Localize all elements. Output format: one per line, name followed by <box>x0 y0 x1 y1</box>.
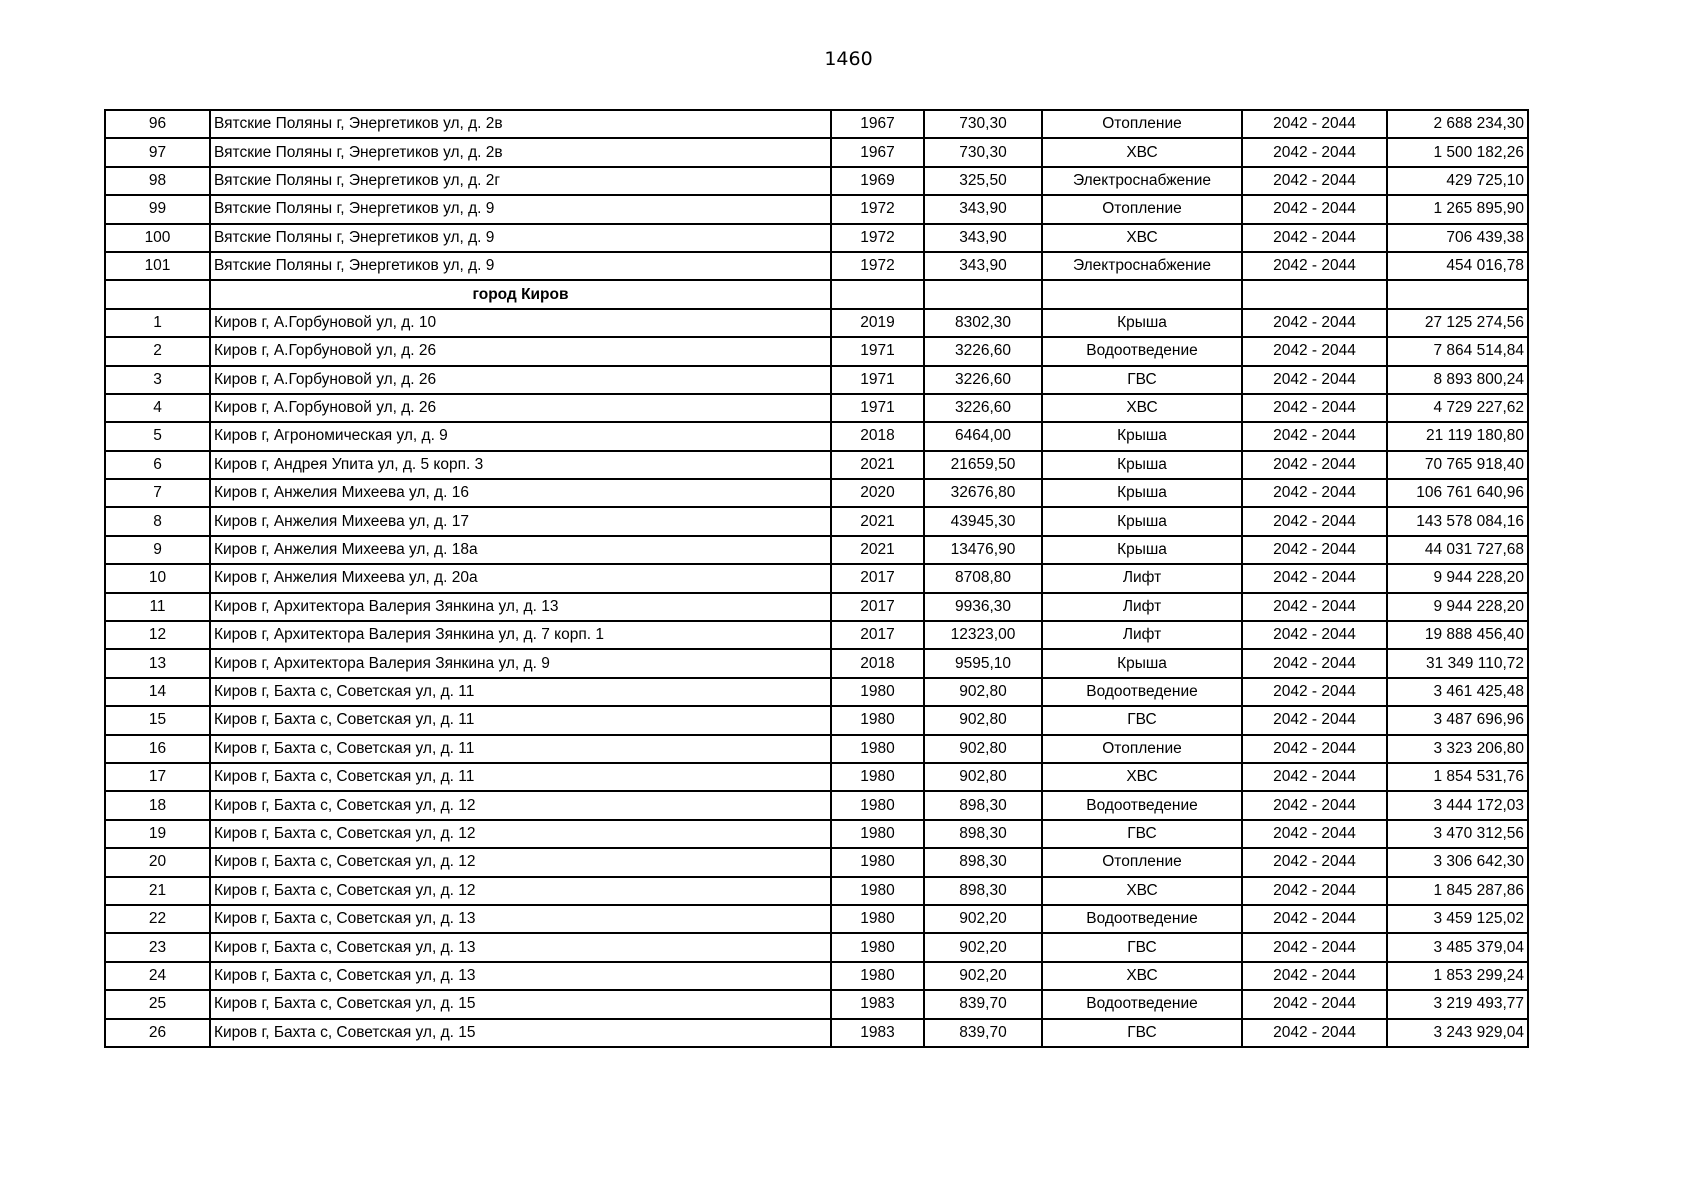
cost-cell: 44 031 727,68 <box>1387 536 1528 564</box>
period-cell: 2042 - 2044 <box>1242 451 1387 479</box>
table-row <box>105 848 1528 876</box>
section-title-cell: город Киров <box>210 280 831 308</box>
period-cell: 2042 - 2044 <box>1242 167 1387 195</box>
area-cell: 902,80 <box>924 678 1042 706</box>
cost-cell: 7 864 514,84 <box>1387 337 1528 365</box>
work-type-cell: Отопление <box>1042 848 1242 876</box>
row-number-cell: 1 <box>105 309 210 337</box>
row-number-cell: 8 <box>105 507 210 535</box>
address-cell: Киров г, Бахта с, Советская ул, д. 15 <box>210 990 831 1018</box>
period-cell: 2042 - 2044 <box>1242 905 1387 933</box>
area-cell: 343,90 <box>924 252 1042 280</box>
work-type-cell: Лифт <box>1042 621 1242 649</box>
period-cell: 2042 - 2044 <box>1242 848 1387 876</box>
area-cell: 902,80 <box>924 763 1042 791</box>
address-cell: Киров г, Бахта с, Советская ул, д. 15 <box>210 1019 831 1047</box>
cost-cell: 429 725,10 <box>1387 167 1528 195</box>
address-cell: Киров г, А.Горбуновой ул, д. 26 <box>210 366 831 394</box>
table-row <box>105 962 1528 990</box>
address-cell: Киров г, Архитектора Валерия Зянкина ул, д. 13 <box>210 593 831 621</box>
work-type-cell: Водоотведение <box>1042 990 1242 1018</box>
build-year-cell: 2017 <box>831 621 924 649</box>
build-year-cell: 1971 <box>831 394 924 422</box>
cost-cell: 1 500 182,26 <box>1387 138 1528 166</box>
area-cell: 902,20 <box>924 962 1042 990</box>
build-year-cell: 1980 <box>831 848 924 876</box>
address-cell: Киров г, Анжелия Михеева ул, д. 17 <box>210 507 831 535</box>
build-year-cell: 1983 <box>831 990 924 1018</box>
cost-cell: 2 688 234,30 <box>1387 110 1528 138</box>
work-type-cell: Отопление <box>1042 735 1242 763</box>
period-cell: 2042 - 2044 <box>1242 763 1387 791</box>
area-cell: 898,30 <box>924 791 1042 819</box>
table-row <box>105 990 1528 1018</box>
address-cell: Киров г, Бахта с, Советская ул, д. 13 <box>210 905 831 933</box>
row-number-cell: 101 <box>105 252 210 280</box>
period-cell: 2042 - 2044 <box>1242 110 1387 138</box>
build-year-cell: 1969 <box>831 167 924 195</box>
build-year-cell: 1971 <box>831 337 924 365</box>
address-cell: Киров г, Андрея Упита ул, д. 5 корп. 3 <box>210 451 831 479</box>
row-number-cell: 100 <box>105 224 210 252</box>
table-row <box>105 564 1528 592</box>
period-cell: 2042 - 2044 <box>1242 962 1387 990</box>
address-cell: Киров г, Бахта с, Советская ул, д. 11 <box>210 678 831 706</box>
row-number-cell: 19 <box>105 820 210 848</box>
row-number-cell: 14 <box>105 678 210 706</box>
row-number-cell: 4 <box>105 394 210 422</box>
address-cell: Вятские Поляны г, Энергетиков ул, д. 2в <box>210 110 831 138</box>
build-year-cell: 1980 <box>831 877 924 905</box>
area-cell: 730,30 <box>924 110 1042 138</box>
table-row <box>105 877 1528 905</box>
cost-cell <box>1387 280 1528 308</box>
area-cell: 839,70 <box>924 990 1042 1018</box>
address-cell: Вятские Поляны г, Энергетиков ул, д. 9 <box>210 224 831 252</box>
period-cell: 2042 - 2044 <box>1242 933 1387 961</box>
cost-cell: 1 853 299,24 <box>1387 962 1528 990</box>
row-number-cell: 9 <box>105 536 210 564</box>
cost-cell: 706 439,38 <box>1387 224 1528 252</box>
table-row <box>105 252 1528 280</box>
work-type-cell: Водоотведение <box>1042 678 1242 706</box>
table-row <box>105 195 1528 223</box>
table-row <box>105 110 1528 138</box>
address-cell: Киров г, Агрономическая ул, д. 9 <box>210 422 831 450</box>
work-type-cell: Водоотведение <box>1042 791 1242 819</box>
area-cell: 21659,50 <box>924 451 1042 479</box>
row-number-cell: 23 <box>105 933 210 961</box>
period-cell: 2042 - 2044 <box>1242 252 1387 280</box>
address-cell: Киров г, Бахта с, Советская ул, д. 12 <box>210 877 831 905</box>
table-row <box>105 933 1528 961</box>
area-cell: 898,30 <box>924 820 1042 848</box>
row-number-cell: 15 <box>105 706 210 734</box>
row-number-cell: 98 <box>105 167 210 195</box>
build-year-cell: 1983 <box>831 1019 924 1047</box>
cost-cell: 3 323 206,80 <box>1387 735 1528 763</box>
table-row <box>105 593 1528 621</box>
area-cell: 9595,10 <box>924 649 1042 677</box>
address-cell: Киров г, Анжелия Михеева ул, д. 18а <box>210 536 831 564</box>
table-row <box>105 820 1528 848</box>
address-cell: Киров г, Архитектора Валерия Зянкина ул, д. 7 корп. 1 <box>210 621 831 649</box>
address-cell: Киров г, Архитектора Валерия Зянкина ул, д. 9 <box>210 649 831 677</box>
area-cell: 9936,30 <box>924 593 1042 621</box>
address-cell: Киров г, Бахта с, Советская ул, д. 13 <box>210 962 831 990</box>
work-type-cell: Крыша <box>1042 451 1242 479</box>
build-year-cell: 2021 <box>831 451 924 479</box>
area-cell: 898,30 <box>924 877 1042 905</box>
row-number-cell: 16 <box>105 735 210 763</box>
period-cell: 2042 - 2044 <box>1242 394 1387 422</box>
build-year-cell: 2018 <box>831 649 924 677</box>
table-row <box>105 735 1528 763</box>
cost-cell: 19 888 456,40 <box>1387 621 1528 649</box>
work-type-cell: Крыша <box>1042 536 1242 564</box>
build-year-cell: 1980 <box>831 905 924 933</box>
build-year-cell: 1980 <box>831 763 924 791</box>
cost-cell: 21 119 180,80 <box>1387 422 1528 450</box>
area-cell: 13476,90 <box>924 536 1042 564</box>
table-row <box>105 678 1528 706</box>
work-type-cell: ГВС <box>1042 933 1242 961</box>
area-cell: 325,50 <box>924 167 1042 195</box>
address-cell: Киров г, Анжелия Михеева ул, д. 20а <box>210 564 831 592</box>
table-row <box>105 309 1528 337</box>
table-row <box>105 224 1528 252</box>
period-cell: 2042 - 2044 <box>1242 593 1387 621</box>
work-type-cell: ХВС <box>1042 224 1242 252</box>
cost-cell: 3 485 379,04 <box>1387 933 1528 961</box>
area-cell: 730,30 <box>924 138 1042 166</box>
table-row <box>105 706 1528 734</box>
area-cell <box>924 280 1042 308</box>
build-year-cell: 2017 <box>831 564 924 592</box>
table-row <box>105 366 1528 394</box>
cost-cell: 3 459 125,02 <box>1387 905 1528 933</box>
row-number-cell: 97 <box>105 138 210 166</box>
table-row <box>105 167 1528 195</box>
cost-cell: 70 765 918,40 <box>1387 451 1528 479</box>
build-year-cell: 1972 <box>831 252 924 280</box>
area-cell: 3226,60 <box>924 337 1042 365</box>
build-year-cell: 1980 <box>831 820 924 848</box>
build-year-cell: 2021 <box>831 507 924 535</box>
address-cell: Киров г, Анжелия Михеева ул, д. 16 <box>210 479 831 507</box>
table-row <box>105 337 1528 365</box>
build-year-cell: 2019 <box>831 309 924 337</box>
work-type-cell: ГВС <box>1042 1019 1242 1047</box>
row-number-cell: 13 <box>105 649 210 677</box>
build-year-cell: 2018 <box>831 422 924 450</box>
build-year-cell: 2021 <box>831 536 924 564</box>
row-number-cell: 12 <box>105 621 210 649</box>
period-cell: 2042 - 2044 <box>1242 990 1387 1018</box>
row-number-cell: 96 <box>105 110 210 138</box>
cost-cell: 1 854 531,76 <box>1387 763 1528 791</box>
row-number-cell: 5 <box>105 422 210 450</box>
row-number-cell <box>105 280 210 308</box>
cost-cell: 9 944 228,20 <box>1387 593 1528 621</box>
row-number-cell: 22 <box>105 905 210 933</box>
period-cell: 2042 - 2044 <box>1242 621 1387 649</box>
work-type-cell: Отопление <box>1042 195 1242 223</box>
build-year-cell: 1980 <box>831 962 924 990</box>
period-cell: 2042 - 2044 <box>1242 706 1387 734</box>
work-type-cell: Водоотведение <box>1042 905 1242 933</box>
build-year-cell: 1980 <box>831 678 924 706</box>
period-cell: 2042 - 2044 <box>1242 649 1387 677</box>
repair-schedule-table <box>104 109 1529 1048</box>
build-year-cell: 2020 <box>831 479 924 507</box>
period-cell: 2042 - 2044 <box>1242 366 1387 394</box>
row-number-cell: 99 <box>105 195 210 223</box>
period-cell: 2042 - 2044 <box>1242 536 1387 564</box>
page-number: 1460 <box>824 48 873 70</box>
work-type-cell: Крыша <box>1042 479 1242 507</box>
period-cell: 2042 - 2044 <box>1242 337 1387 365</box>
work-type-cell: Крыша <box>1042 507 1242 535</box>
area-cell: 902,20 <box>924 905 1042 933</box>
cost-cell: 454 016,78 <box>1387 252 1528 280</box>
area-cell: 3226,60 <box>924 394 1042 422</box>
row-number-cell: 24 <box>105 962 210 990</box>
cost-cell: 31 349 110,72 <box>1387 649 1528 677</box>
cost-cell: 3 219 493,77 <box>1387 990 1528 1018</box>
table-row <box>105 763 1528 791</box>
work-type-cell: Водоотведение <box>1042 337 1242 365</box>
period-cell: 2042 - 2044 <box>1242 564 1387 592</box>
cost-cell: 1 845 287,86 <box>1387 877 1528 905</box>
period-cell: 2042 - 2044 <box>1242 224 1387 252</box>
cost-cell: 143 578 084,16 <box>1387 507 1528 535</box>
table-row <box>105 791 1528 819</box>
work-type-cell: ХВС <box>1042 877 1242 905</box>
work-type-cell: Лифт <box>1042 564 1242 592</box>
period-cell: 2042 - 2044 <box>1242 479 1387 507</box>
area-cell: 839,70 <box>924 1019 1042 1047</box>
table-row <box>105 1019 1528 1047</box>
table-row <box>105 394 1528 422</box>
work-type-cell <box>1042 280 1242 308</box>
row-number-cell: 7 <box>105 479 210 507</box>
area-cell: 8302,30 <box>924 309 1042 337</box>
row-number-cell: 17 <box>105 763 210 791</box>
cost-cell: 1 265 895,90 <box>1387 195 1528 223</box>
work-type-cell: ГВС <box>1042 366 1242 394</box>
table-row <box>105 422 1528 450</box>
cost-cell: 4 729 227,62 <box>1387 394 1528 422</box>
address-cell: Киров г, Бахта с, Советская ул, д. 11 <box>210 706 831 734</box>
table-row <box>105 451 1528 479</box>
section-header-row <box>105 280 1528 308</box>
period-cell: 2042 - 2044 <box>1242 138 1387 166</box>
cost-cell: 27 125 274,56 <box>1387 309 1528 337</box>
period-cell <box>1242 280 1387 308</box>
cost-cell: 3 461 425,48 <box>1387 678 1528 706</box>
cost-cell: 3 444 172,03 <box>1387 791 1528 819</box>
row-number-cell: 18 <box>105 791 210 819</box>
period-cell: 2042 - 2044 <box>1242 877 1387 905</box>
build-year-cell: 1967 <box>831 110 924 138</box>
address-cell: Вятские Поляны г, Энергетиков ул, д. 9 <box>210 252 831 280</box>
work-type-cell: Отопление <box>1042 110 1242 138</box>
address-cell: Киров г, Бахта с, Советская ул, д. 11 <box>210 735 831 763</box>
build-year-cell: 1971 <box>831 366 924 394</box>
row-number-cell: 26 <box>105 1019 210 1047</box>
address-cell: Вятские Поляны г, Энергетиков ул, д. 2в <box>210 138 831 166</box>
area-cell: 3226,60 <box>924 366 1042 394</box>
address-cell: Киров г, Бахта с, Советская ул, д. 12 <box>210 848 831 876</box>
row-number-cell: 25 <box>105 990 210 1018</box>
work-type-cell: Крыша <box>1042 309 1242 337</box>
build-year-cell: 1980 <box>831 735 924 763</box>
table-row <box>105 536 1528 564</box>
address-cell: Вятские Поляны г, Энергетиков ул, д. 2г <box>210 167 831 195</box>
address-cell: Киров г, Бахта с, Советская ул, д. 13 <box>210 933 831 961</box>
work-type-cell: ХВС <box>1042 962 1242 990</box>
address-cell: Киров г, Бахта с, Советская ул, д. 12 <box>210 791 831 819</box>
period-cell: 2042 - 2044 <box>1242 791 1387 819</box>
address-cell: Киров г, Бахта с, Советская ул, д. 12 <box>210 820 831 848</box>
work-type-cell: Крыша <box>1042 422 1242 450</box>
table-row <box>105 138 1528 166</box>
cost-cell: 3 470 312,56 <box>1387 820 1528 848</box>
build-year-cell: 2017 <box>831 593 924 621</box>
build-year-cell: 1980 <box>831 933 924 961</box>
cost-cell: 3 243 929,04 <box>1387 1019 1528 1047</box>
row-number-cell: 2 <box>105 337 210 365</box>
area-cell: 343,90 <box>924 195 1042 223</box>
table-row <box>105 905 1528 933</box>
period-cell: 2042 - 2044 <box>1242 422 1387 450</box>
area-cell: 43945,30 <box>924 507 1042 535</box>
address-cell: Вятские Поляны г, Энергетиков ул, д. 9 <box>210 195 831 223</box>
cost-cell: 9 944 228,20 <box>1387 564 1528 592</box>
address-cell: Киров г, Бахта с, Советская ул, д. 11 <box>210 763 831 791</box>
build-year-cell: 1967 <box>831 138 924 166</box>
row-number-cell: 11 <box>105 593 210 621</box>
row-number-cell: 6 <box>105 451 210 479</box>
work-type-cell: Электроснабжение <box>1042 167 1242 195</box>
period-cell: 2042 - 2044 <box>1242 507 1387 535</box>
row-number-cell: 10 <box>105 564 210 592</box>
period-cell: 2042 - 2044 <box>1242 195 1387 223</box>
area-cell: 902,80 <box>924 735 1042 763</box>
row-number-cell: 21 <box>105 877 210 905</box>
build-year-cell: 1980 <box>831 791 924 819</box>
period-cell: 2042 - 2044 <box>1242 735 1387 763</box>
table-row <box>105 621 1528 649</box>
area-cell: 902,80 <box>924 706 1042 734</box>
period-cell: 2042 - 2044 <box>1242 820 1387 848</box>
work-type-cell: ХВС <box>1042 138 1242 166</box>
period-cell: 2042 - 2044 <box>1242 678 1387 706</box>
cost-cell: 106 761 640,96 <box>1387 479 1528 507</box>
build-year-cell: 1972 <box>831 195 924 223</box>
address-cell: Киров г, А.Горбуновой ул, д. 26 <box>210 394 831 422</box>
address-cell: Киров г, А.Горбуновой ул, д. 26 <box>210 337 831 365</box>
table-body <box>105 110 1528 1047</box>
work-type-cell: Электроснабжение <box>1042 252 1242 280</box>
table-row <box>105 649 1528 677</box>
work-type-cell: Крыша <box>1042 649 1242 677</box>
table-row <box>105 479 1528 507</box>
work-type-cell: ХВС <box>1042 763 1242 791</box>
row-number-cell: 20 <box>105 848 210 876</box>
area-cell: 32676,80 <box>924 479 1042 507</box>
cost-cell: 8 893 800,24 <box>1387 366 1528 394</box>
area-cell: 6464,00 <box>924 422 1042 450</box>
area-cell: 898,30 <box>924 848 1042 876</box>
work-type-cell: ХВС <box>1042 394 1242 422</box>
work-type-cell: ГВС <box>1042 820 1242 848</box>
area-cell: 902,20 <box>924 933 1042 961</box>
period-cell: 2042 - 2044 <box>1242 309 1387 337</box>
build-year-cell: 1972 <box>831 224 924 252</box>
work-type-cell: ГВС <box>1042 706 1242 734</box>
work-type-cell: Лифт <box>1042 593 1242 621</box>
cost-cell: 3 487 696,96 <box>1387 706 1528 734</box>
area-cell: 8708,80 <box>924 564 1042 592</box>
cost-cell: 3 306 642,30 <box>1387 848 1528 876</box>
address-cell: Киров г, А.Горбуновой ул, д. 10 <box>210 309 831 337</box>
build-year-cell <box>831 280 924 308</box>
period-cell: 2042 - 2044 <box>1242 1019 1387 1047</box>
build-year-cell: 1980 <box>831 706 924 734</box>
area-cell: 12323,00 <box>924 621 1042 649</box>
table-row <box>105 507 1528 535</box>
row-number-cell: 3 <box>105 366 210 394</box>
area-cell: 343,90 <box>924 224 1042 252</box>
